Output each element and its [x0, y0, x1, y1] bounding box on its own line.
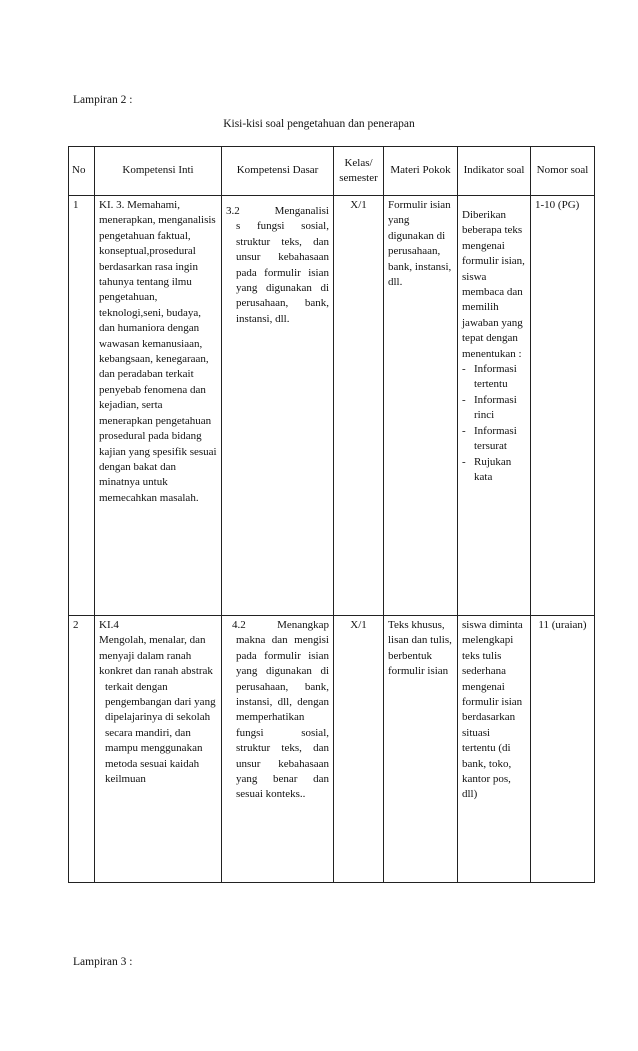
kd-first-word: Menangkap	[277, 619, 329, 631]
kd-text: makna dan mengisi pada formulir isian yang digunakan di perusahaan, bank, instansi, dll, dengan memperhatikan fungsi sosial, struktur teks, dan unsur kebahasaan yang benar dan sesuai konteks..	[236, 634, 329, 801]
kompetensi-inti-cell: KI. 3. Memahami, menerapkan, menganalisis pengetahuan faktual, konseptual,prosedural berdasarkan rasa ingin tahunya tentang ilmu pengetahuan, teknologi,seni, budaya, dan humaniora dengan wawasan kemanusiaan, kebangsaan, kenegaraan, dan peradaban terkait penyebab fenomena dan kejadian, serta menerapkan pengetahuan prosedural pada bidang kajian yang spesifik sesuai dengan bakat dan minatnya untuk memecahkan masalah.	[95, 196, 222, 616]
document-title: Kisi-kisi soal pengetahuan dan penerapan	[223, 118, 415, 130]
kelas-semester-cell: X/1	[334, 616, 384, 883]
kompetensi-dasar-cell	[222, 196, 334, 616]
list-item: - Informasi rinci	[462, 393, 526, 424]
row-number: 2	[69, 616, 95, 883]
header-nomor-soal: Nomor soal	[531, 147, 595, 196]
ki-main-text: Mengolah, menalar, dan menyaji dalam ranah konkret dan ranah abstrak	[99, 634, 213, 678]
ki-indented-text: terkait dengan pengembangan dari yang dipelajarinya di sekolah secara mandiri, dan mampu menggunakan metoda sesuai kaidah keilmuan	[105, 680, 216, 786]
kd-heading	[226, 618, 329, 633]
table-row	[69, 616, 595, 883]
indikator-intro: Diberikan beberapa teks mengenai formulir isian, siswa membaca dan memilih jawaban yang tepat dengan menentukan :	[462, 209, 525, 360]
kelas-semester-cell: X/1	[334, 196, 384, 616]
table-row	[69, 196, 595, 616]
lampiran-3-label: Lampiran 3 :	[73, 956, 133, 968]
header-indikator-soal: Indikator soal	[458, 147, 531, 196]
list-item: - Rujukan kata	[462, 455, 526, 486]
header-materi-pokok: Materi Pokok	[384, 147, 458, 196]
list-item: - Informasi tertentu	[462, 362, 526, 393]
list-item: - Informasi tersurat	[462, 424, 526, 455]
header-kompetensi-dasar: Kompetensi Dasar	[222, 147, 334, 196]
ki-heading: KI.4	[99, 619, 119, 631]
kd-heading	[226, 204, 329, 219]
materi-pokok-cell: Formulir isian yang digunakan di perusahaan, bank, instansi, dll.	[384, 196, 458, 616]
nomor-soal-cell: 11 (uraian)	[531, 616, 595, 883]
row-number: 1	[69, 196, 95, 616]
nomor-soal-cell: 1-10 (PG)	[531, 196, 595, 616]
kisi-kisi-table	[68, 146, 595, 883]
table-header-row	[69, 147, 595, 196]
kd-number: 3.2	[226, 205, 240, 217]
kd-text: s fungsi sosial, struktur teks, dan unsur kebahasaan pada formulir isian yang digunakan di perusahaan, bank, instansi, dll.	[236, 220, 329, 325]
kd-first-word: Menganalisi	[274, 205, 329, 217]
indikator-list	[462, 362, 526, 485]
header-kompetensi-inti: Kompetensi Inti	[95, 147, 222, 196]
materi-pokok-cell: Teks khusus, lisan dan tulis, berbentuk formulir isian	[384, 616, 458, 883]
indikator-soal-cell	[458, 196, 531, 616]
kompetensi-dasar-cell	[222, 616, 334, 883]
indikator-soal-cell: siswa diminta melengkapi teks tulis sederhana mengenai formulir isian berdasarkan situasi tertentu (di bank, toko, kantor pos, dll)	[458, 616, 531, 883]
kd-number: 4.2	[232, 619, 246, 631]
lampiran-2-label: Lampiran 2 :	[73, 94, 133, 106]
header-no: No	[69, 147, 95, 196]
kompetensi-inti-cell	[95, 616, 222, 883]
header-kelas-semester: Kelas/ semester	[334, 147, 384, 196]
